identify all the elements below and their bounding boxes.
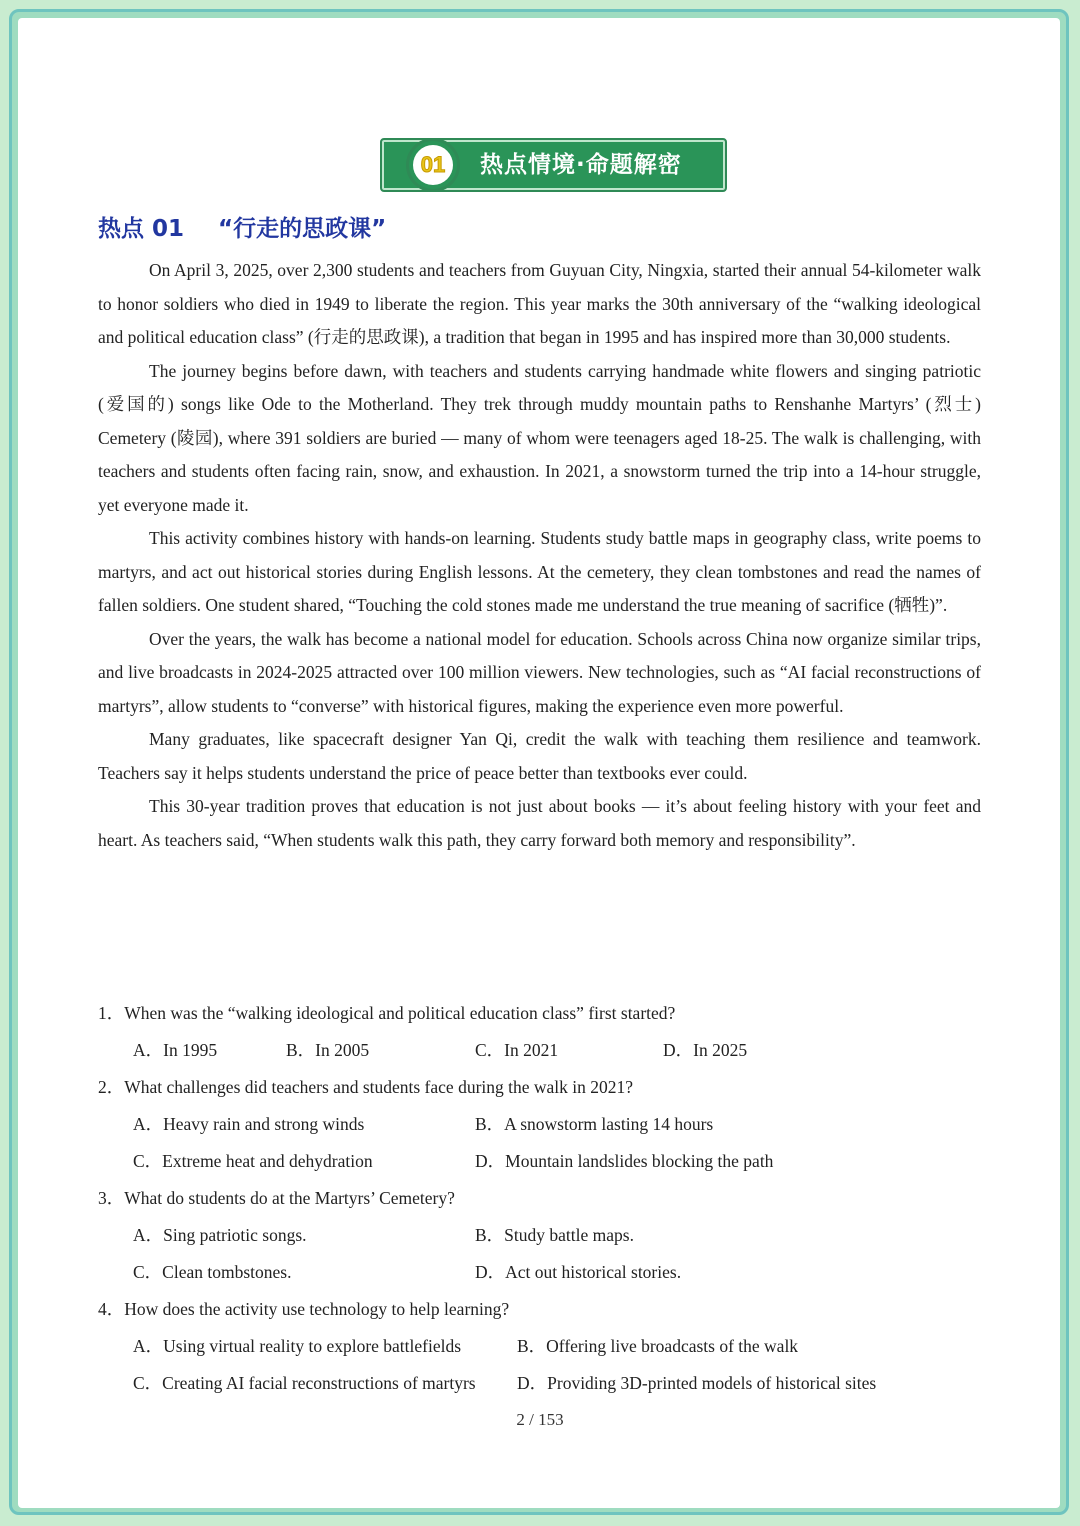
option-row bbox=[98, 1217, 981, 1254]
option-b: B．In 2005 bbox=[286, 1040, 370, 1060]
option-b: B．A snowstorm lasting 14 hours bbox=[475, 1114, 714, 1134]
option-b: B．Offering live broadcasts of the walk bbox=[517, 1336, 799, 1356]
question-stem: 4．How does the activity use technology to help learning? bbox=[98, 1299, 510, 1319]
option-c: C．Creating AI facial reconstructions of martyrs bbox=[133, 1373, 476, 1393]
section-number-circle bbox=[406, 138, 460, 192]
section-badge bbox=[380, 138, 727, 192]
hotspot-number: 热点 01 bbox=[98, 216, 185, 242]
option-d: D．Act out historical stories. bbox=[475, 1262, 682, 1282]
option-d: D．In 2025 bbox=[663, 1040, 748, 1060]
option-d: D．Providing 3D-printed models of historical sites bbox=[517, 1373, 877, 1393]
article-paragraph: This activity combines history with hands-on learning. Students study battle maps in geography class, write poems to martyrs, and act out historical stories during English lessons. At the cemetery, they clean tombstones and read the names of fallen soldiers. One student shared, “Touching the cold stones made me understand the true meaning of sacrifice (牺牲)”. bbox=[98, 528, 981, 615]
article-paragraph: On April 3, 2025, over 2,300 students and teachers from Guyuan City, Ningxia, started their annual 54-kilometer walk to honor soldiers who died in 1949 to liberate the region. This year marks the 30th anniversary of the “walking ideological and political education class” (行走的思政课), a tradition that began in 1995 and has inspired more than 30,000 students. bbox=[98, 260, 981, 347]
article-paragraph: This 30-year tradition proves that education is not just about books — it’s about feeling history with your feet and heart. As teachers said, “When students walk this path, they carry forward both memory and responsibility”. bbox=[98, 796, 981, 850]
section-title: 热点情境·命题解密 bbox=[480, 152, 682, 178]
option-a: A．Using virtual reality to explore battlefields bbox=[133, 1336, 462, 1356]
option-c: C．In 2021 bbox=[475, 1040, 559, 1060]
option-row bbox=[98, 1254, 981, 1291]
option-a: A．In 1995 bbox=[133, 1040, 218, 1060]
article-paragraph: Over the years, the walk has become a national model for education. Schools across China now organize similar trips, and live broadcasts in 2024-2025 attracted over 100 million viewers. New technologies, such as “AI facial reconstructions of martyrs”, allow students to “converse” with historical figures, making the experience even more powerful. bbox=[98, 628, 981, 716]
option-row bbox=[98, 1106, 981, 1143]
option-b: B．Study battle maps. bbox=[475, 1225, 634, 1245]
question-stem: 2．What challenges did teachers and students face during the walk in 2021? bbox=[98, 1077, 634, 1097]
question-list bbox=[98, 995, 981, 1402]
hotspot-title: “行走的思政课” bbox=[218, 216, 387, 242]
option-row bbox=[98, 1365, 981, 1402]
option-row bbox=[98, 1328, 981, 1365]
option-row bbox=[98, 1143, 981, 1180]
option-row bbox=[98, 1032, 981, 1069]
hotspot-heading bbox=[98, 210, 386, 243]
option-a: A．Heavy rain and strong winds bbox=[133, 1114, 365, 1134]
section-number: 01 bbox=[413, 145, 453, 185]
question-stem: 3．What do students do at the Martyrs’ Cemetery? bbox=[98, 1188, 455, 1208]
option-c: C．Clean tombstones. bbox=[133, 1262, 292, 1282]
article-paragraph: Many graduates, like spacecraft designer Yan Qi, credit the walk with teaching them resilience and teamwork. Teachers say it helps students understand the price of peace better than textbooks ever could. bbox=[98, 729, 981, 783]
option-d: D．Mountain landslides blocking the path bbox=[475, 1151, 774, 1171]
option-a: A．Sing patriotic songs. bbox=[133, 1225, 307, 1245]
option-c: C．Extreme heat and dehydration bbox=[133, 1151, 373, 1171]
article-paragraph: The journey begins before dawn, with teachers and students carrying handmade white flowers and singing patriotic (爱国的) songs like Ode to the Motherland. They trek through muddy mountain paths to Renshanhe Martyrs’ (烈士) Cemetery (陵园), where 391 soldiers are buried — many of whom were teenagers aged 18-25. The walk is challenging, with teachers and students often facing rain, snow, and exhaustion. In 2021, a snowstorm turned the trip into a 14-hour struggle, yet everyone made it. bbox=[98, 360, 981, 515]
question-stem: 1．When was the “walking ideological and political education class” first started? bbox=[98, 1003, 676, 1023]
article-body bbox=[98, 254, 981, 857]
page-number: 2 / 153 bbox=[516, 1410, 564, 1429]
